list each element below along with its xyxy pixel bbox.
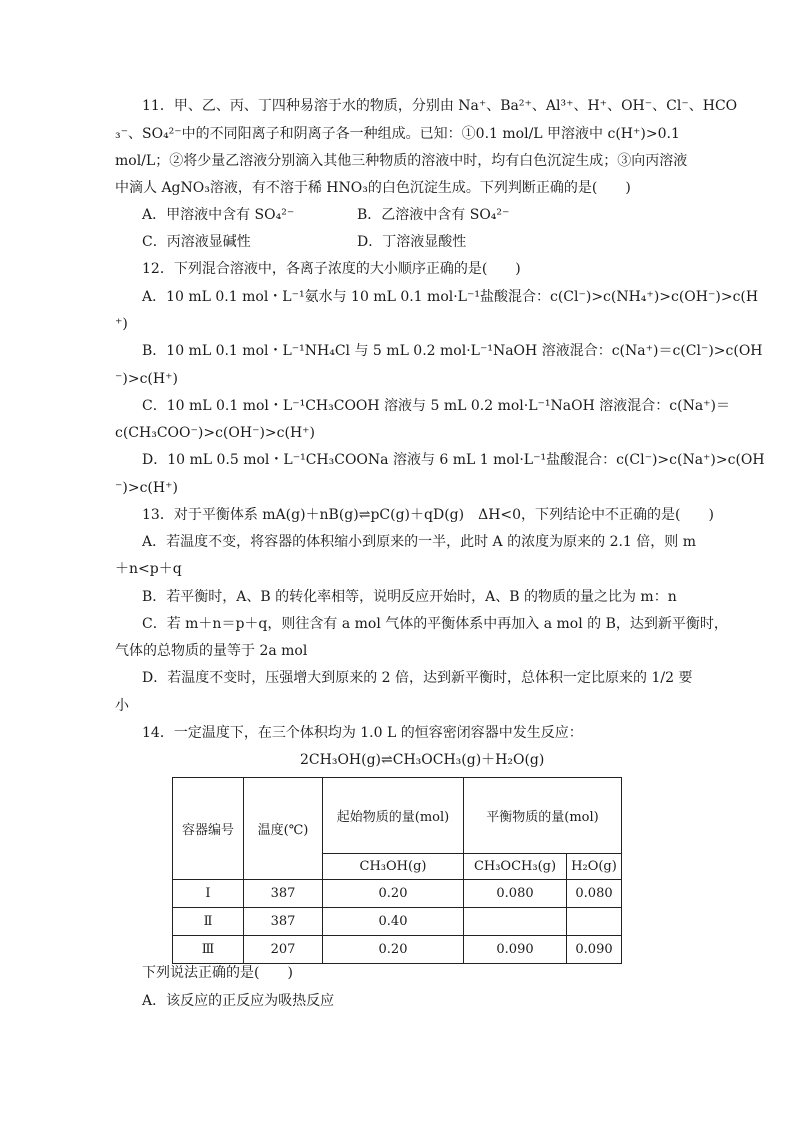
q13-option-c-line-2: 气体的总物质的量等于 2a mol: [115, 643, 308, 659]
q11-line-3: mol/L；②将少量乙溶液分别滴入其他三种物质的溶液中时，均有白色沉淀生成；③向丙溶液: [115, 153, 688, 169]
q13-option-a-line-1: A．若温度不变，将容器的体积缩小到原来的一半，此时 A 的浓度为原来的 2.1 倍，则 m: [142, 534, 697, 550]
table-row: [173, 908, 622, 936]
header-container-id: 容器编号: [173, 778, 244, 880]
table-cell: 387: [244, 880, 323, 908]
q13-option-b: B．若平衡时，A、B 的转化率相等，说明反应开始时，A、B 的物质的量之比为 m：n: [142, 589, 677, 605]
q12-option-b-line-1: B．10 mL 0.1 mol・L⁻¹NH₄Cl 与 5 mL 0.2 mol·L⁻¹NaOH 溶液混合：c(Na⁺)＝c(Cl⁻)>c(OH: [142, 343, 763, 359]
table-row: [173, 936, 622, 964]
q12-option-a-line-2: ⁺): [115, 316, 128, 332]
subheader-ch3oh: CH₃OH(g): [323, 854, 464, 880]
q12-option-c-line-2: c(CH₃COO⁻)>c(OH⁻)>c(H⁺): [115, 425, 316, 441]
table-cell: 0.090: [464, 936, 567, 964]
q14-stem: 14．一定温度下，在三个体积均为 1.0 L 的恒容密闭容器中发生反应：: [142, 725, 583, 741]
table-cell: [567, 908, 622, 936]
table-cell: 0.20: [323, 880, 464, 908]
header-initial-amount: 起始物质的量(mol): [323, 778, 464, 854]
q12-option-c-line-1: C．10 mL 0.1 mol・L⁻¹CH₃COOH 溶液与 5 mL 0.2 mol·L⁻¹NaOH 溶液混合：c(Na⁺)＝: [142, 398, 731, 414]
q11-line-2: ₃⁻、SO₄²⁻中的不同阳离子和阴离子各一种组成。已知：①0.1 mol/L 甲溶液中 c(H⁺)>0.1: [115, 126, 680, 142]
header-temperature: 温度(℃): [244, 778, 323, 880]
q12-option-b-line-2: ⁻)>c(H⁺): [115, 371, 178, 387]
table-cell: Ⅰ: [173, 880, 244, 908]
q13-option-a-line-2: ＋n<p＋q: [115, 561, 182, 577]
table-cell: [464, 908, 567, 936]
q11-option-b: B．乙溶液中含有 SO₄²⁻: [357, 207, 510, 223]
table-cell: 0.40: [323, 908, 464, 936]
q11-line-1: 11．甲、乙、丙、丁四种易溶于水的物质，分别由 Na⁺、Ba²⁺、Al³⁺、H⁺、OH⁻、Cl⁻、HCO: [142, 98, 738, 114]
q11-line-4: 中滴人 AgNO₃溶液，有不溶于稀 HNO₃的白色沉淀生成。下列判断正确的是( ): [115, 180, 631, 196]
q12-option-a-line-1: A．10 mL 0.1 mol・L⁻¹氨水与 10 mL 0.1 mol·L⁻¹盐酸混合：c(Cl⁻)>c(NH₄⁺)>c(OH⁻)>c(H: [142, 289, 759, 305]
q12-option-d-line-2: ⁻)>c(H⁺): [115, 480, 178, 496]
header-equilibrium-amount: 平衡物质的量(mol): [464, 778, 622, 854]
q13-option-d-line-1: D．若温度不变时，压强增大到原来的 2 倍，达到新平衡时，总体积一定比原来的 1/2 要: [142, 670, 693, 686]
table-cell: 0.20: [323, 936, 464, 964]
table-cell: 0.090: [567, 936, 622, 964]
table-cell: 0.080: [567, 880, 622, 908]
q14-question: 下列说法正确的是( ): [142, 965, 293, 981]
table-cell: 0.080: [464, 880, 567, 908]
q13-option-c-line-1: C．若 m＋n＝p＋q，则往含有 a mol 气体的平衡体系中再加入 a mol 的 B，达到新平衡时，: [142, 616, 728, 632]
subheader-h2o: H₂O(g): [567, 854, 622, 880]
q11-option-d: D．丁溶液显酸性: [357, 234, 467, 250]
table-cell: Ⅲ: [173, 936, 244, 964]
q14-option-a: A．该反应的正反应为吸热反应: [142, 993, 335, 1009]
table-cell: Ⅱ: [173, 908, 244, 936]
q11-option-a: A．甲溶液中含有 SO₄²⁻: [142, 207, 295, 223]
q11-option-c: C．丙溶液显碱性: [142, 234, 251, 250]
q14-equation: 2CH₃OH(g)⇌CH₃OCH₃(g)＋H₂O(g): [300, 752, 545, 768]
table-row: [173, 880, 622, 908]
subheader-ch3och3: CH₃OCH₃(g): [464, 854, 567, 880]
table-cell: 387: [244, 908, 323, 936]
q13-stem: 13．对于平衡体系 mA(g)＋nB(g)⇌pC(g)＋qD(g) ΔH<0，下列结论中不正确的是( ): [142, 507, 714, 523]
q13-option-d-line-2: 小: [115, 698, 129, 714]
table-cell: 207: [244, 936, 323, 964]
equilibrium-table: [172, 777, 622, 964]
q12-option-d-line-1: D．10 mL 0.5 mol・L⁻¹CH₃COONa 溶液与 6 mL 1 mol·L⁻¹盐酸混合：c(Cl⁻)>c(Na⁺)>c(OH: [142, 452, 765, 468]
q12-stem: 12．下列混合溶液中，各离子浓度的大小顺序正确的是( ): [142, 261, 521, 277]
